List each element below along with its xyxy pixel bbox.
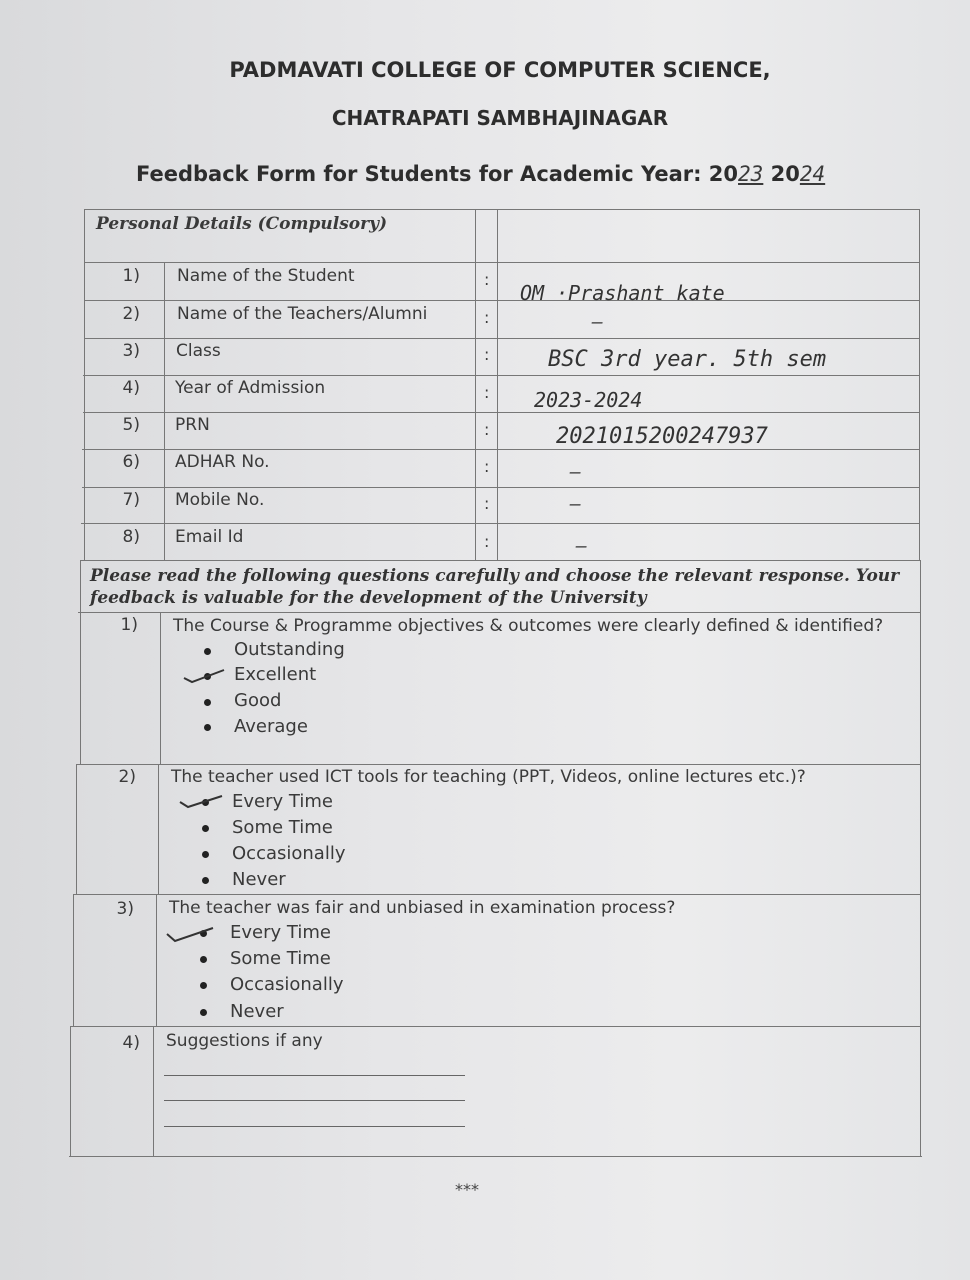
q2-option-never[interactable]: Never bbox=[232, 869, 286, 890]
option-bullet[interactable] bbox=[202, 877, 209, 884]
q1-option-good[interactable]: Good bbox=[234, 690, 282, 711]
row-label-email: Email Id bbox=[175, 527, 244, 547]
q3-option-some-time[interactable]: Some Time bbox=[230, 948, 331, 969]
option-bullet[interactable] bbox=[200, 982, 207, 989]
row-number: 8) bbox=[122, 527, 140, 547]
option-bullet[interactable] bbox=[200, 1009, 207, 1016]
mobile-value[interactable]: — bbox=[570, 494, 581, 515]
row-colon: : bbox=[484, 345, 490, 364]
suggestions-label: Suggestions if any bbox=[166, 1031, 323, 1051]
row-label-prn: PRN bbox=[175, 415, 210, 435]
row-number: 7) bbox=[122, 490, 140, 510]
class-value[interactable]: BSC 3rd year. 5th sem bbox=[548, 347, 827, 372]
suggestion-line[interactable] bbox=[164, 1100, 465, 1101]
row-colon: : bbox=[484, 308, 490, 327]
question-3-text: The teacher was fair and unbiased in examination process? bbox=[169, 898, 676, 918]
year-mid: 20 bbox=[763, 162, 800, 186]
option-bullet[interactable] bbox=[202, 825, 209, 832]
row-number: 5) bbox=[122, 415, 140, 435]
form-title bbox=[136, 162, 825, 186]
teacher-name-value[interactable]: — bbox=[592, 312, 603, 333]
q3-option-every-time[interactable]: Every Time bbox=[230, 922, 331, 943]
q2-option-some-time[interactable]: Some Time bbox=[232, 817, 333, 838]
q3-option-occasionally[interactable]: Occasionally bbox=[230, 974, 344, 995]
q2-checkmark-icon bbox=[178, 794, 224, 810]
year-from: 23 bbox=[738, 162, 764, 186]
row-label-mobile: Mobile No. bbox=[175, 490, 265, 510]
q3-option-never[interactable]: Never bbox=[230, 1001, 284, 1022]
college-name: PADMAVATI COLLEGE OF COMPUTER SCIENCE, bbox=[229, 58, 771, 82]
row-label-student-name: Name of the Student bbox=[177, 266, 355, 286]
form-title-text: Feedback Form for Students for Academic Year: 20 bbox=[136, 162, 739, 186]
email-value[interactable]: — bbox=[576, 536, 587, 557]
row-number: 4) bbox=[122, 378, 140, 398]
row-colon: : bbox=[484, 457, 490, 476]
q2-option-occasionally[interactable]: Occasionally bbox=[232, 843, 346, 864]
row-number: 6) bbox=[122, 452, 140, 472]
q2-option-every-time[interactable]: Every Time bbox=[232, 791, 333, 812]
city-name: CHATRAPATI SAMBHAJINAGAR bbox=[331, 106, 669, 130]
q1-option-excellent[interactable]: Excellent bbox=[234, 664, 317, 685]
row-colon: : bbox=[484, 420, 490, 439]
option-bullet[interactable] bbox=[204, 648, 211, 655]
option-bullet[interactable] bbox=[204, 699, 211, 706]
question-number: 2) bbox=[118, 767, 136, 787]
row-colon: : bbox=[484, 532, 490, 551]
question-number: 1) bbox=[120, 615, 138, 635]
row-colon: : bbox=[484, 383, 490, 402]
question-1-text: The Course & Programme objectives & outcomes were clearly defined & identified? bbox=[173, 616, 884, 636]
q1-checkmark-icon bbox=[182, 668, 226, 686]
suggestion-line[interactable] bbox=[164, 1126, 465, 1127]
question-number: 4) bbox=[122, 1033, 140, 1053]
row-colon: : bbox=[484, 494, 490, 513]
row-label-adhar: ADHAR No. bbox=[175, 452, 270, 472]
option-bullet[interactable] bbox=[200, 956, 207, 963]
adhar-value[interactable]: — bbox=[570, 462, 581, 483]
row-label-teacher-name: Name of the Teachers/Alumni bbox=[177, 304, 428, 324]
row-number: 1) bbox=[122, 266, 140, 286]
footer-stars: *** bbox=[455, 1180, 479, 1199]
q1-option-average[interactable]: Average bbox=[234, 716, 308, 737]
question-number: 3) bbox=[116, 899, 134, 919]
row-label-admission-year: Year of Admission bbox=[175, 378, 326, 398]
row-colon: : bbox=[484, 270, 490, 289]
personal-heading: Personal Details (Compulsory) bbox=[96, 214, 387, 234]
row-label-class: Class bbox=[176, 341, 221, 361]
question-2-text: The teacher used ICT tools for teaching (PPT, Videos, online lectures etc.)? bbox=[171, 767, 806, 787]
admission-year-value[interactable]: 2023-2024 bbox=[534, 388, 643, 412]
suggestion-line[interactable] bbox=[164, 1075, 465, 1076]
instructions: Please read the following questions carefully and choose the relevant response. Your feedback is valuable for the development of the University bbox=[90, 566, 900, 608]
option-bullet[interactable] bbox=[204, 724, 211, 731]
q1-option-outstanding[interactable]: Outstanding bbox=[234, 639, 345, 660]
prn-value[interactable]: 2021015200247937 bbox=[556, 424, 768, 449]
q3-checkmark-icon bbox=[165, 924, 215, 944]
student-name-value[interactable]: OM ·Prashant kate bbox=[520, 281, 725, 305]
row-number: 3) bbox=[122, 341, 140, 361]
year-to: 24 bbox=[799, 162, 826, 186]
option-bullet[interactable] bbox=[202, 851, 209, 858]
row-number: 2) bbox=[122, 304, 140, 324]
